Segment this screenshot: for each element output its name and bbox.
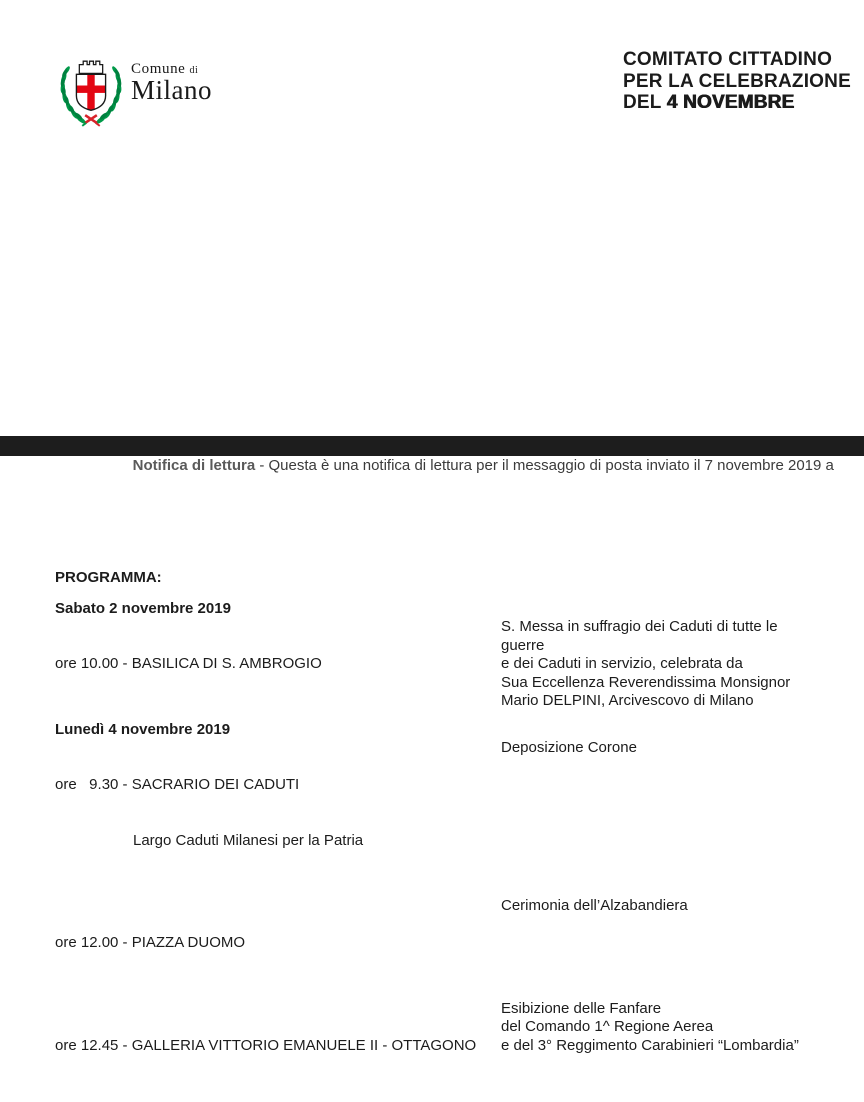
event-row: [55, 618, 825, 711]
logo-milano-label: Milano: [131, 75, 212, 105]
event-description: Cerimonia dell’Alzabandiera: [501, 897, 688, 914]
logo-wordmark: [131, 61, 212, 106]
event-description: Deposizione Corone: [501, 739, 637, 756]
read-receipt-message: - Questa è una notifica di lettura per il messaggio di posta inviato il 7 novembre 2019 a: [255, 457, 834, 474]
event-description: S. Messa in suffragio dei Caduti di tutte le guerre e dei Caduti in servizio, celebrata da Sua Eccellenza Reverendissima Monsignor Mario DELPINI, Arcivescovo di Milano: [501, 618, 791, 709]
event-time-location: ore 10.00 - BASILICA DI S. AMBROGIO: [55, 655, 322, 672]
event-time-location: ore 12.00 - PIAZZA DUOMO: [55, 934, 246, 951]
event-time-location: ore 9.30 - SACRARIO DEI CADUTI Largo Caduti Milanesi per la Patria: [55, 739, 501, 887]
day-heading-sabato: Sabato 2 novembre 2019: [55, 599, 231, 617]
program-section: [55, 569, 825, 1102]
event-description: Esibizione delle Fanfare del Comando 1^ Regione Aerea e del 3° Reggimento Carabinieri “Lombardia”: [501, 999, 799, 1054]
event-time-location: ore 12.45 - GALLERIA VITTORIO EMANUELE II - OTTAGONO: [55, 1036, 477, 1054]
program-heading: PROGRAMMA:: [55, 569, 162, 586]
stemma-milano-icon: [55, 44, 127, 128]
read-receipt-bar[interactable]: [0, 436, 864, 474]
event-location-sub: Largo Caduti Milanesi per la Patria: [133, 831, 364, 849]
event-row: [55, 739, 825, 887]
day-heading-lunedi: Lunedì 4 novembre 2019: [55, 720, 231, 738]
logo-comune-label: Comune: [131, 61, 186, 77]
event-row: [55, 897, 825, 990]
read-receipt-title: Notifica di lettura: [132, 457, 256, 474]
committee-heading: [623, 49, 851, 114]
logo-di-label: di: [189, 65, 199, 76]
committee-line-3: DEL 4 NOVEMBRE: [623, 92, 795, 113]
committee-line-1: COMITATO CITTADINO: [623, 49, 833, 70]
committee-line-2: PER LA CELEBRAZIONE: [623, 70, 851, 92]
comune-milano-logo: [55, 44, 212, 128]
four-november-label: 4 NOVEMBRE: [666, 92, 795, 113]
event-row: [55, 1000, 825, 1093]
